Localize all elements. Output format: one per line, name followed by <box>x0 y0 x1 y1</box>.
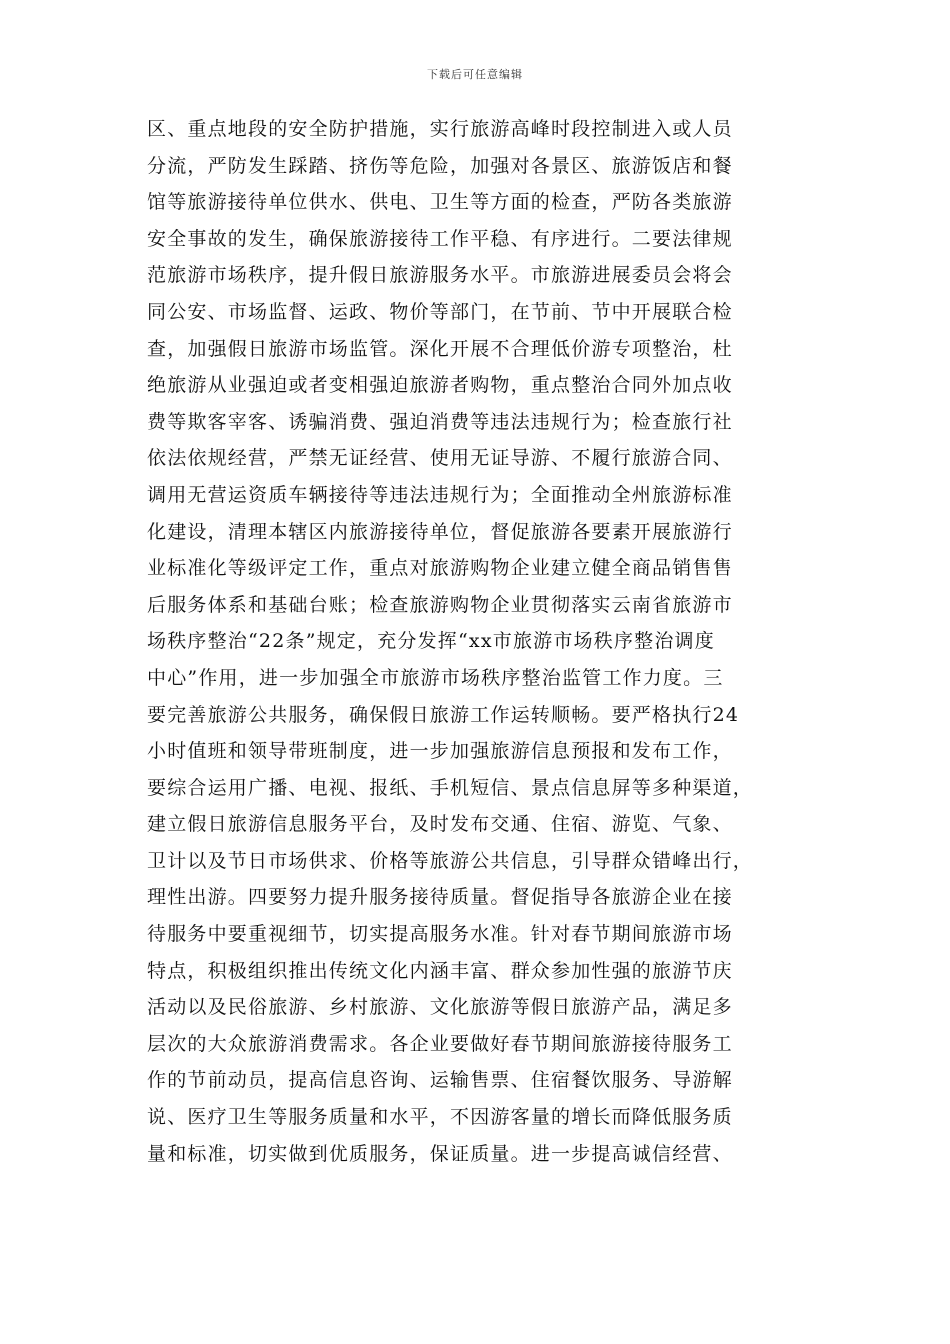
text-line: 要综合运用广播、电视、报纸、手机短信、景点信息屏等多种渠道， <box>147 776 754 799</box>
text-line: 化建设，清理本辖区内旅游接待单位，督促旅游各要素开展旅游行 <box>147 520 733 543</box>
text-line: 安全事故的发生，确保旅游接待工作平稳、有序进行。二要法律规 <box>147 227 733 250</box>
text-line: 活动以及民俗旅游、乡村旅游、文化旅游等假日旅游产品，满足多 <box>147 996 733 1019</box>
text-line: 场秩序整治“22条”规定，充分发挥“xx市旅游市场秩序整治调度 <box>147 630 715 653</box>
text-line: 理性出游。四要努力提升服务接待质量。督促指导各旅游企业在接 <box>147 886 733 909</box>
body-paragraph <box>147 111 817 1172</box>
text-line: 依法依规经营，严禁无证经营、使用无证导游、不履行旅游合同、 <box>147 447 733 470</box>
text-line: 绝旅游从业强迫或者变相强迫旅游者购物，重点整治合同外加点收 <box>147 374 733 397</box>
text-line: 特点，积极组织推出传统文化内涵丰富、群众参加性强的旅游节庆 <box>147 959 733 982</box>
text-line: 范旅游市场秩序，提升假日旅游服务水平。市旅游进展委员会将会 <box>147 264 733 287</box>
page-header-note: 下载后可任意编辑 <box>427 68 523 81</box>
text-line: 卫计以及节日市场供求、价格等旅游公共信息，引导群众错峰出行， <box>147 849 754 872</box>
text-line: 调用无营运资质车辆接待等违法违规行为；全面推动全州旅游标准 <box>147 483 733 506</box>
text-line: 小时值班和领导带班制度，进一步加强旅游信息预报和发布工作， <box>147 740 733 763</box>
text-line: 区、重点地段的安全防护措施，实行旅游高峰时段控制进入或人员 <box>147 118 733 140</box>
text-line: 馆等旅游接待单位供水、供电、卫生等方面的检查，严防各类旅游 <box>147 191 733 214</box>
text-line: 后服务体系和基础台账；检查旅游购物企业贯彻落实云南省旅游市 <box>147 593 733 616</box>
text-line: 中心”作用，进一步加强全市旅游市场秩序整治监管工作力度。三 <box>147 666 724 689</box>
text-line: 查，加强假日旅游市场监管。深化开展不合理低价游专项整治，杜 <box>147 337 733 360</box>
text-line: 费等欺客宰客、诱骗消费、强迫消费等违法违规行为；检查旅行社 <box>147 410 733 433</box>
text-line: 建立假日旅游信息服务平台，及时发布交通、住宿、游览、气象、 <box>147 813 733 836</box>
text-line: 业标准化等级评定工作，重点对旅游购物企业建立健全商品销售售 <box>147 557 733 580</box>
text-line: 说、医疗卫生等服务质量和水平，不因游客量的增长而降低服务质 <box>147 1106 733 1129</box>
text-line: 待服务中要重视细节，切实提高服务水准。针对春节期间旅游市场 <box>147 923 733 946</box>
text-line: 同公安、市场监督、运政、物价等部门，在节前、节中开展联合检 <box>147 300 733 323</box>
text-line: 分流，严防发生踩踏、挤伤等危险，加强对各景区、旅游饭店和餐 <box>147 154 733 177</box>
text-line: 量和标准，切实做到优质服务，保证质量。进一步提高诚信经营、 <box>147 1142 733 1165</box>
text-line: 作的节前动员，提高信息咨询、运输售票、住宿餐饮服务、导游解 <box>147 1069 733 1092</box>
text-line: 层次的大众旅游消费需求。各企业要做好春节期间旅游接待服务工 <box>147 1032 733 1055</box>
text-line: 要完善旅游公共服务，确保假日旅游工作运转顺畅。要严格执行24 <box>147 703 740 726</box>
